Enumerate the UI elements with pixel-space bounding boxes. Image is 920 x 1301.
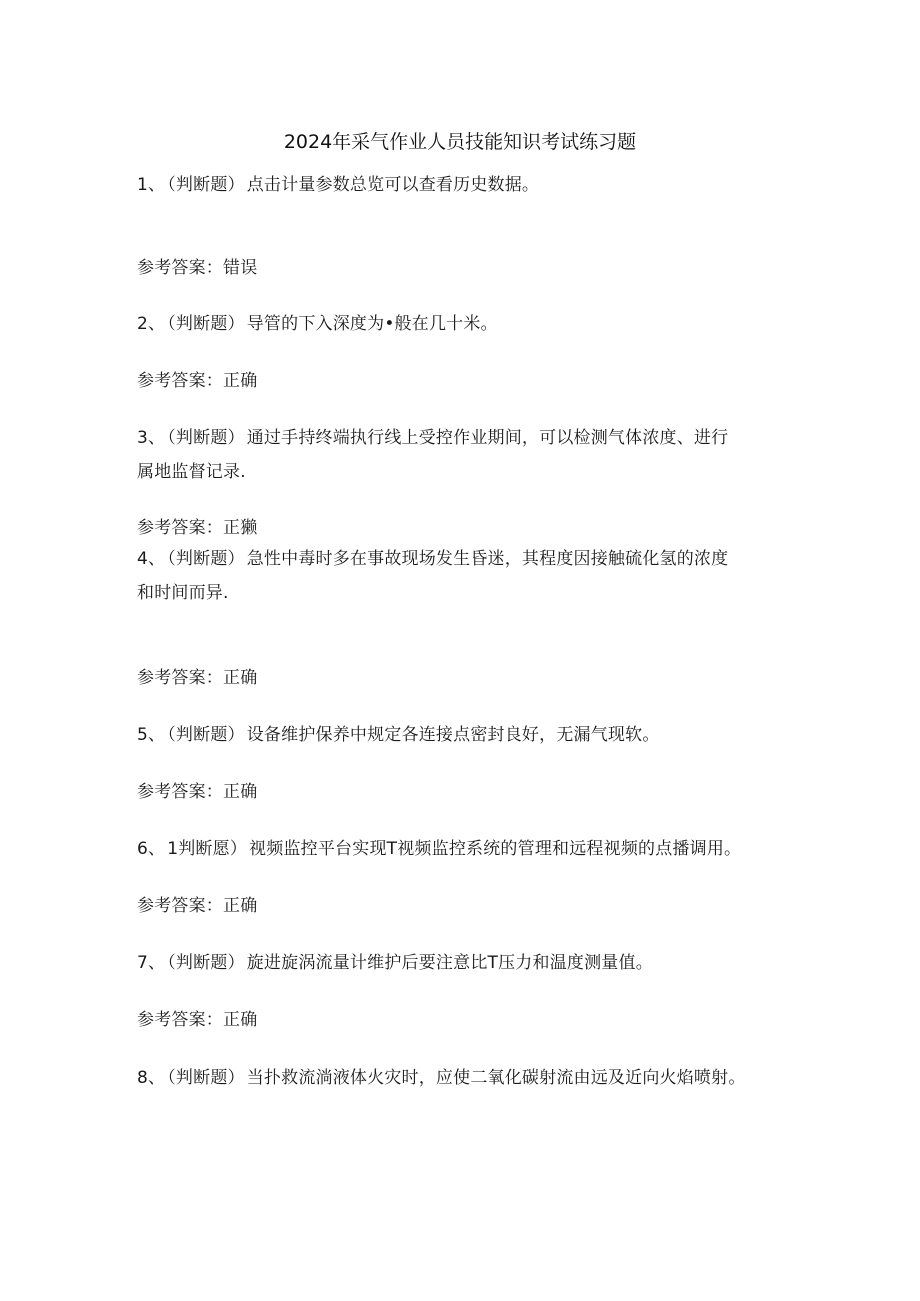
- question-line: 视频监控平台实现T视频监控系统的管理和远程视频的点播调用。: [249, 839, 742, 859]
- question-text: [137, 832, 817, 866]
- question-number: 2、: [137, 314, 166, 334]
- question-type: 1判断愿）: [167, 839, 248, 859]
- answer-1: 参考答案：错误: [137, 258, 258, 278]
- question-2: [137, 307, 817, 341]
- question-text: [137, 168, 817, 202]
- question-type: （判断题）: [167, 1068, 245, 1088]
- question-6: [137, 832, 817, 866]
- question-text: [137, 542, 817, 576]
- answer-3: 参考答案：正獭: [137, 518, 258, 538]
- question-text: [137, 421, 817, 455]
- question-line: 当扑救流淌液体火灾时，应使二氧化碳射流由远及近向火焰喷射。: [246, 1068, 746, 1088]
- question-number: 4、: [137, 549, 166, 569]
- question-text: [137, 1061, 817, 1095]
- question-8: [137, 1061, 817, 1095]
- question-line-continued: 和时间而异.: [137, 583, 229, 603]
- question-7: [137, 946, 817, 980]
- answer-4: 参考答案：正确: [137, 668, 258, 688]
- document-title: 2024年采气作业人员技能知识考试练习题: [283, 131, 637, 153]
- question-number: 5、: [137, 725, 166, 745]
- question-type: （判断题）: [167, 725, 245, 745]
- question-line: 旋进旋涡流量计维护后要注意比T压力和温度测量值。: [246, 953, 653, 973]
- question-5: [137, 718, 817, 752]
- question-line: 设备维护保养中规定各连接点密封良好，无漏气现软。: [246, 725, 660, 745]
- question-3: [137, 421, 817, 489]
- question-type: （判断题）: [167, 175, 245, 195]
- question-line: 通过手持终端执行线上受控作业期间，可以检测气体浓度、进行: [246, 428, 729, 448]
- answer-5: 参考答案：正确: [137, 782, 258, 802]
- question-4: [137, 542, 817, 610]
- question-number: 6、: [137, 839, 166, 859]
- question-type: （判断题）: [167, 953, 245, 973]
- question-line: 急性中毒时多在事故现场发生昏迷，其程度因接触硫化氢的浓度: [246, 549, 729, 569]
- question-type: （判断题）: [167, 428, 245, 448]
- answer-7: 参考答案：正确: [137, 1010, 258, 1030]
- answer-6: 参考答案：正确: [137, 896, 258, 916]
- question-type: （判断题）: [167, 314, 245, 334]
- question-type: （判断题）: [167, 549, 245, 569]
- answer-2: 参考答案：正确: [137, 371, 258, 391]
- question-text: [137, 307, 817, 341]
- question-number: 8、: [137, 1068, 166, 1088]
- question-number: 1、: [137, 175, 166, 195]
- question-line: 点击计量参数总览可以查看历史数据。: [246, 175, 540, 195]
- question-line: 导管的下入深度为•般在几十米。: [246, 314, 498, 334]
- question-number: 3、: [137, 428, 166, 448]
- question-text: [137, 718, 817, 752]
- question-1: [137, 168, 817, 202]
- question-text: [137, 946, 817, 980]
- question-line-continued: 属地监督记录.: [137, 462, 246, 482]
- question-number: 7、: [137, 953, 166, 973]
